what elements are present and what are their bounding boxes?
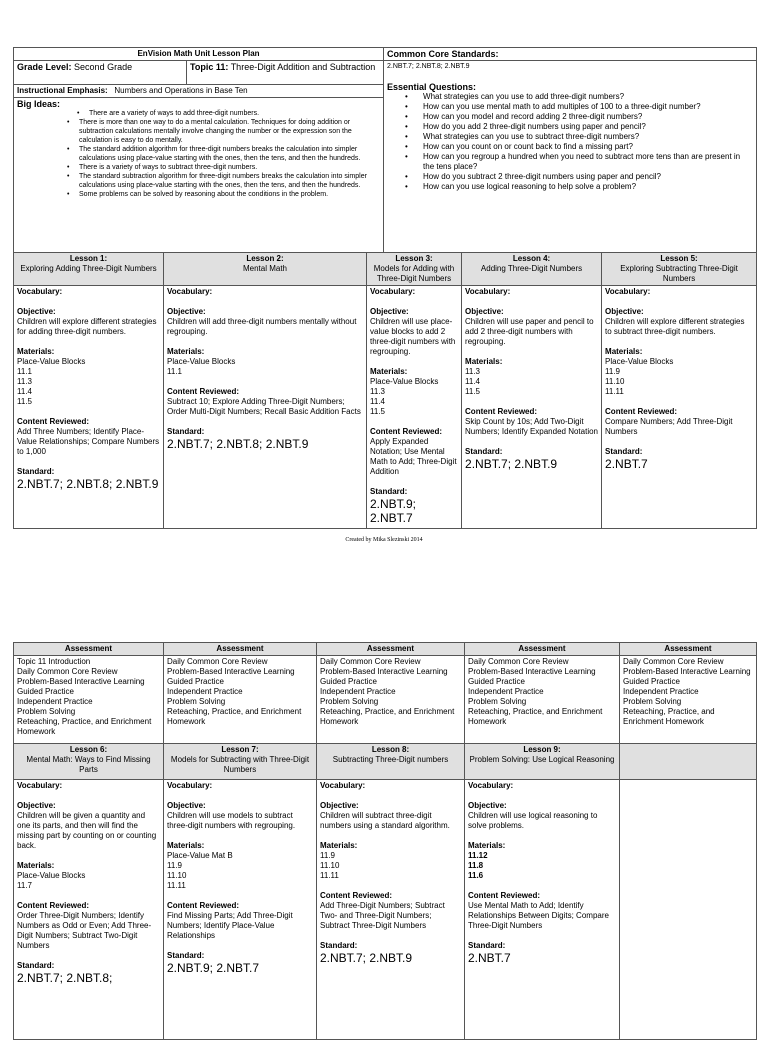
big-ideas-list [17, 109, 380, 199]
lesson-number: Lesson 3: [395, 254, 433, 263]
content-reviewed-text: Compare Numbers; Add Three-Digit Numbers [605, 417, 733, 436]
content-reviewed-text: Skip Count by 10s; Add Two-Digit Numbers; Identify Expanded Notation [465, 417, 598, 436]
assessment-header: Assessment [164, 643, 317, 656]
content-reviewed-label: Content Reviewed: [167, 387, 240, 396]
lesson-number: Lesson 7: [221, 745, 259, 754]
lesson-details [14, 780, 164, 1040]
content-reviewed-label: Content Reviewed: [167, 901, 240, 910]
objective-label: Objective: [167, 801, 206, 810]
grade-label: Grade Level: [17, 62, 72, 72]
lesson-details [465, 780, 620, 1040]
lesson-title: Exploring Adding Three-Digit Numbers [20, 264, 157, 273]
emphasis-label: Instructional Emphasis: [17, 86, 108, 95]
content-reviewed-text: Add Three Numbers; Identify Place-Value Relationships; Compare Numbers to 1,000 [17, 427, 160, 456]
lesson-details [462, 286, 602, 529]
standard-label: Standard: [17, 467, 55, 476]
materials-text: Place-Value Blocks 11.1 11.3 11.4 11.5 [17, 357, 86, 406]
emphasis-value: Numbers and Operations in Base Ten [114, 86, 248, 95]
essential-question-item: • What strategies can you use to add three-digit numbers? [387, 92, 753, 102]
materials-label: Materials: [17, 347, 55, 356]
essential-questions-list [387, 92, 753, 192]
lesson-number: Lesson 8: [371, 745, 410, 754]
lesson-number: Lesson 5: [660, 254, 698, 263]
objective-text: Children will add three-digit numbers mentally without regrouping. [167, 317, 357, 336]
lesson-header [14, 253, 164, 286]
standard-text: 2.NBT.9; 2.NBT.7 [370, 497, 417, 525]
objective-text: Children will subtract three-digit numbers using a standard algorithm. [320, 811, 450, 830]
topic-value: Three-Digit Addition and Subtraction [230, 62, 376, 72]
objective-text: Children will be given a quantity and one its parts, and then will find the missing part by counting on or counting back. [17, 811, 157, 850]
objective-text: Children will use place-value blocks to add 2 three-digit numbers with regrouping. [370, 317, 456, 356]
assessment-list: Topic 11 Introduction Daily Common Core Review Problem-Based Interactive Learning Guided Practice Independent Practice Problem Solving Reteaching, Practice, and Enrichment Homework [14, 656, 164, 744]
essential-questions-cell [384, 61, 757, 253]
assessment-list: Daily Common Core Review Problem-Based Interactive Learning Guided Practice Independent Practice Problem Solving Reteaching, Practice, and Enrichment Homework [164, 656, 317, 744]
content-reviewed-label: Content Reviewed: [468, 891, 541, 900]
lesson-header [367, 253, 462, 286]
lesson-title: Adding Three-Digit Numbers [480, 264, 583, 273]
vocabulary-label: Vocabulary: [17, 287, 63, 296]
lesson-title: Mental Math [242, 264, 288, 273]
materials-text: Place-Value Blocks 11.3 11.4 11.5 [370, 377, 439, 416]
assessment-header: Assessment [14, 643, 164, 656]
essential-question-item: • How do you add 2 three-digit numbers using paper and pencil? [387, 122, 753, 132]
objective-label: Objective: [468, 801, 507, 810]
lesson-header [164, 253, 367, 286]
content-reviewed-label: Content Reviewed: [17, 901, 90, 910]
lesson-details-empty [620, 780, 757, 1040]
materials-label: Materials: [468, 841, 506, 850]
standard-label: Standard: [465, 447, 503, 456]
objective-label: Objective: [320, 801, 359, 810]
vocabulary-label: Vocabulary: [468, 781, 514, 790]
lesson-number: Lesson 6: [69, 745, 108, 754]
content-reviewed-label: Content Reviewed: [465, 407, 538, 416]
content-reviewed-text: Subtract 10; Explore Adding Three-Digit Numbers; Order Multi-Digit Numbers; Recall Basic Addition Facts [167, 397, 361, 416]
lesson-number: Lesson 4: [512, 254, 551, 263]
materials-text: 11.3 11.4 11.5 [465, 367, 481, 396]
materials-label: Materials: [17, 861, 55, 870]
essential-question-item: • How can you model and record adding 2 three-digit numbers? [387, 112, 753, 122]
topic [187, 61, 384, 85]
lesson-details [367, 286, 462, 529]
essential-question-item: • What strategies can you use to subtract three-digit numbers? [387, 132, 753, 142]
lesson-title: Models for Adding with Three-Digit Numbers [373, 264, 455, 283]
objective-text: Children will explore different strategies to subtract three-digit numbers. [605, 317, 745, 336]
materials-text: Place-Value Blocks 11.1 [167, 357, 236, 376]
assessment-list: Daily Common Core Review Problem-Based Interactive Learning Guided Practice Independent Practice Problem Solving Reteaching, Practice, and Enrichment Homework [620, 656, 757, 744]
materials-text: Place-Value Mat B 11.9 11.10 11.11 [167, 851, 233, 890]
essential-questions-label: Essential Questions: [387, 82, 477, 92]
assessment-header: Assessment [465, 643, 620, 656]
content-reviewed-label: Content Reviewed: [370, 427, 443, 436]
lesson-plan-table-1 [13, 47, 757, 529]
big-idea-item: • There is more than one way to do a mental calculation. Techniques for doing addition or subtraction calculations mentally involve changing the number or the expression son the calculation is easy to do mentally. [17, 118, 380, 145]
lesson-number: Lesson 1: [69, 254, 108, 263]
big-idea-item: • The standard subtraction algorithm for three-digit numbers breaks the calculation into simpler calculations using place-value starting with the ones, then the tens, and then the hundreds. [17, 172, 380, 190]
standards-value: 2.NBT.7; 2.NBT.8; 2.NBT.9 [387, 63, 470, 70]
vocabulary-label: Vocabulary: [320, 781, 366, 790]
big-ideas-cell [14, 98, 384, 253]
content-reviewed-text: Order Three-Digit Numbers; Identify Numbers as Odd or Even; Add Three-Digit Numbers; Subtract Two-Digit Numbers [17, 911, 152, 950]
standard-label: Standard: [468, 941, 506, 950]
standard-text: 2.NBT.7; 2.NBT.9 [465, 457, 558, 471]
content-reviewed-text: Find Missing Parts; Add Three-Digit Numbers; Identify Place-Value Relationships [167, 911, 293, 940]
standards-label: Common Core Standards: [384, 48, 757, 61]
objective-label: Objective: [17, 307, 56, 316]
big-idea-item: • There are a variety of ways to add three-digit numbers. [17, 109, 380, 118]
big-idea-item: • Some problems can be solved by reasoning about the conditions in the problem. [17, 190, 380, 199]
plan-title: EnVision Math Unit Lesson Plan [14, 48, 384, 61]
standard-text: 2.NBT.7 [605, 457, 648, 471]
content-reviewed-text: Apply Expanded Notation; Use Mental Math to Add; Three-Digit Addition [370, 437, 457, 476]
content-reviewed-label: Content Reviewed: [17, 417, 90, 426]
lesson-number: Lesson 2: [246, 254, 284, 263]
standard-text: 2.NBT.7; 2.NBT.8; 2.NBT.9 [17, 477, 159, 491]
content-reviewed-text: Use Mental Math to Add; Identify Relationships Between Digits; Compare Three-Digit Numbers [468, 901, 609, 930]
vocabulary-label: Vocabulary: [465, 287, 511, 296]
lesson-header [317, 744, 465, 780]
lesson-title: Problem Solving: Use Logical Reasoning [469, 755, 615, 764]
objective-label: Objective: [465, 307, 504, 316]
materials-label: Materials: [605, 347, 643, 356]
essential-question-item: • How can you use logical reasoning to help solve a problem? [387, 182, 753, 192]
essential-question-item: • How do you subtract 2 three-digit numbers using paper and pencil? [387, 172, 753, 182]
lesson-details [602, 286, 757, 529]
grade-value: Second Grade [74, 62, 133, 72]
vocabulary-label: Vocabulary: [370, 287, 416, 296]
content-reviewed-label: Content Reviewed: [605, 407, 678, 416]
big-idea-item: • There is a variety of ways to subtract three-digit numbers. [17, 163, 380, 172]
objective-text: Children will use models to subtract three-digit numbers with regrouping. [167, 811, 296, 830]
materials-text: Place-Value Blocks 11.9 11.10 11.11 [605, 357, 674, 396]
lesson-header [462, 253, 602, 286]
vocabulary-label: Vocabulary: [167, 287, 213, 296]
lesson-header [14, 744, 164, 780]
lesson-number: Lesson 9: [523, 745, 561, 754]
assessment-list: Daily Common Core Review Problem-Based Interactive Learning Guided Practice Independent Practice Problem Solving Reteaching, Practice, and Enrichment Homework [317, 656, 465, 744]
standard-text: 2.NBT.7; 2.NBT.8; [17, 971, 113, 985]
lesson-title: Subtracting Three-Digit numbers [332, 755, 449, 764]
standard-label: Standard: [370, 487, 408, 496]
lesson-details [317, 780, 465, 1040]
vocabulary-label: Vocabulary: [605, 287, 651, 296]
objective-label: Objective: [370, 307, 409, 316]
materials-label: Materials: [370, 367, 408, 376]
lesson-plan-table-2 [13, 642, 757, 1040]
lesson-header [602, 253, 757, 286]
lesson-details [164, 780, 317, 1040]
vocabulary-label: Vocabulary: [167, 781, 213, 790]
credit-line: Created by Mika Slezinski 2014 [345, 537, 423, 543]
topic-label: Topic 11: [190, 62, 229, 72]
standard-text: 2.NBT.9; 2.NBT.7 [167, 961, 260, 975]
lesson-details [164, 286, 367, 529]
lesson-header [465, 744, 620, 780]
objective-text: Children will explore different strategies for adding three-digit numbers. [17, 317, 157, 336]
standard-text: 2.NBT.7 [468, 951, 511, 965]
assessment-header: Assessment [317, 643, 465, 656]
content-reviewed-label: Content Reviewed: [320, 891, 393, 900]
grade-level [14, 61, 187, 85]
standard-text: 2.NBT.7; 2.NBT.8; 2.NBT.9 [167, 437, 309, 451]
objective-label: Objective: [17, 801, 56, 810]
lesson-title: Exploring Subtracting Three-Digit Numbers [620, 264, 738, 283]
lesson-header [164, 744, 317, 780]
big-ideas-label: Big Ideas: [17, 99, 61, 109]
lesson-header-empty [620, 744, 757, 780]
objective-text: Children will use logical reasoning to solve problems. [468, 811, 598, 830]
lesson-title: Models for Subtracting with Three-Digit Numbers [170, 755, 310, 774]
essential-question-item: • How can you count on or count back to find a missing part? [387, 142, 753, 152]
materials-label: Materials: [320, 841, 358, 850]
standard-label: Standard: [167, 951, 205, 960]
standard-label: Standard: [320, 941, 358, 950]
content-reviewed-text: Add Three-Digit Numbers; Subtract Two- and Three-Digit Numbers; Subtract Three-Digit Numbers [320, 901, 445, 930]
objective-label: Objective: [167, 307, 206, 316]
assessment-list: Daily Common Core Review Problem-Based Interactive Learning Guided Practice Independent Practice Problem Solving Reteaching, Practice, and Enrichment Homework [465, 656, 620, 744]
lesson-details [14, 286, 164, 529]
standard-label: Standard: [605, 447, 643, 456]
essential-question-item: • How can you regroup a hundred when you need to subtract more tens than are present in the tens place? [387, 152, 753, 172]
instructional-emphasis [14, 85, 384, 98]
vocabulary-label: Vocabulary: [17, 781, 63, 790]
lesson-title: Mental Math: Ways to Find Missing Parts [26, 755, 151, 774]
assessment-header: Assessment [620, 643, 757, 656]
materials-text: 11.9 11.10 11.11 [320, 851, 340, 880]
materials-label: Materials: [465, 357, 503, 366]
standard-label: Standard: [167, 427, 205, 436]
big-idea-item: • The standard addition algorithm for three-digit numbers breaks the calculation into simpler calculations using place-value starting with the ones, then the tens, and then the hundreds. [17, 145, 380, 163]
standard-text: 2.NBT.7; 2.NBT.9 [320, 951, 413, 965]
materials-label: Materials: [167, 347, 205, 356]
materials-text: 11.12 11.8 11.6 [468, 851, 488, 880]
objective-text: Children will use paper and pencil to add 2 three-digit numbers with regrouping. [465, 317, 594, 346]
materials-label: Materials: [167, 841, 205, 850]
essential-question-item: • How can you use mental math to add multiples of 100 to a three-digit number? [387, 102, 753, 112]
objective-label: Objective: [605, 307, 644, 316]
materials-text: Place-Value Blocks 11.7 [17, 871, 86, 890]
standard-label: Standard: [17, 961, 55, 970]
